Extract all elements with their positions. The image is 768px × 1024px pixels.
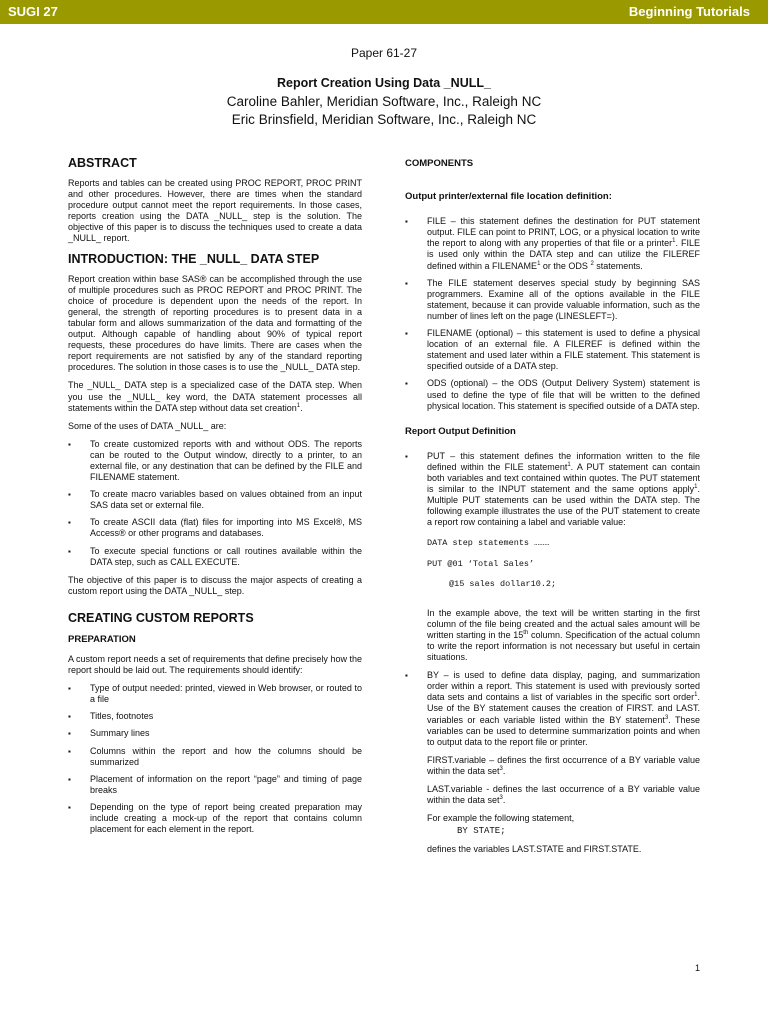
report-output-heading: Report Output Definition <box>405 425 516 437</box>
uses-list <box>68 439 362 568</box>
paper-title: Report Creation Using Data _NULL_ <box>277 76 491 90</box>
code-line: DATA step statements ……… <box>427 538 550 549</box>
code-line: PUT @01 ‘Total Sales’ <box>427 558 535 569</box>
list-item: ▪ FILENAME (optional) – this statement is used to define a physical location of an external file. A FILEREF is defined within the statement and used later within a FILE statement. This statement is specified outside of a DATA step. <box>405 328 700 372</box>
defines-text: defines the variables LAST.STATE and FIRST.STATE. <box>427 844 642 855</box>
report-output-list <box>405 451 700 590</box>
right-column <box>405 152 700 863</box>
by-list <box>405 670 700 748</box>
intro-heading: INTRODUCTION: THE _NULL_ DATA STEP <box>68 251 320 266</box>
abstract-text: Reports and tables can be created using PROC REPORT, PROC PRINT and other procedures. However, there are times when the standard procedure output cannot meet the report requirements. In those cases, reports creation using the DATA _NULL_ step is the solution. The objective of this paper is to discuss the techniques used to create a data _NULL_ report. <box>68 178 362 244</box>
intro-paragraph-2: The _NULL_ DATA step is a specialized case of the DATA step. When you use the _NULL_ key word, the DATA statement processes all statements within the DATA step without data set creation$^1$. <box>68 380 362 413</box>
list-item: ▪ To create ASCII data (flat) files for importing into MS Excel®, MS Access® or other programs and databases. <box>68 517 362 539</box>
last-variable-text: LAST.variable - defines the last occurrence of a BY variable value within the data set$^3$. <box>427 784 700 806</box>
components-heading: COMPONENTS <box>405 158 474 169</box>
preparation-list <box>68 683 362 835</box>
by-statement-code: BY STATE; <box>457 826 506 837</box>
list-item: ▪ Summary lines <box>68 728 362 739</box>
list-item: ▪ To create macro variables based on values obtained from an input SAS data set or external file. <box>68 489 362 511</box>
section-label: Beginning Tutorials <box>628 4 750 19</box>
preparation-text: A custom report needs a set of requirements that define precisely how the report should be laid out. The requirements should identify: <box>68 654 362 676</box>
left-column <box>68 152 362 842</box>
intro-paragraph-1: Report creation within base SAS® can be accomplished through the use of multiple procedures such as PROC REPORT and PROC PRINT. The choice of procedure is dependent upon the needs of the report. In general, the strength of reporting procedures is to present data in a tabular form and allows summarization of the data and formatting of the output. Although capable of handling about 90% of typical report requests, these procedures do have limits. There are cases when the report requirements are not satisfied by any of the standard reporting procedures. The solution in those cases is to use the _NULL_ DATA step. <box>68 273 362 373</box>
preparation-heading: PREPARATION <box>68 633 136 645</box>
output-list <box>405 216 700 412</box>
author-line-1: Caroline Bahler, Meridian Software, Inc., Raleigh NC <box>226 94 542 109</box>
page-number: 1 <box>694 963 700 973</box>
list-item: ▪ PUT – this statement defines the information written to the file defined within the FILE statement$^1$. A PUT statement can contain both variables and text contained within quotes. The PUT statement is similar to the INPUT statement and the same options apply$^1$. Multiple PUT statements can be used within the DATA step. The following example illustrates the use of the PUT statement to create a report row containing a label and variable value: DATA step statements ……… PUT @01 ‘Total Sales’ @15 sales dollar10.2; <box>405 451 700 590</box>
paper-number: Paper 61-27 <box>350 46 418 60</box>
list-item: ▪ Columns within the report and how the columns should be summarized <box>68 746 362 768</box>
output-definition-heading: Output printer/external file location definition: <box>405 191 612 203</box>
intro-paragraph-3: Some of the uses of DATA _NULL_ are: <box>68 420 227 431</box>
conference-label: SUGI 27 <box>8 4 58 19</box>
first-variable-text: FIRST.variable – defines the first occurrence of a BY variable value within the data set$^3$. <box>427 754 700 776</box>
list-item: ▪ The FILE statement deserves special study by beginning SAS programmers. Examine all of the options available in the FILE statement, because it can provide valuable information, such as the number of lines left on the page (LINESLEFT=). <box>405 278 700 322</box>
list-item: ▪ ODS (optional) – the ODS (Output Delivery System) statement is used to define the type of file that will be written to the defined physical location. This statement is specified outside of a DATA step. <box>405 378 700 411</box>
list-item: ▪ To execute special functions or call routines available within the DATA step, such as CALL EXECUTE. <box>68 546 362 568</box>
example-explanation: In the example above, the text will be written starting in the first column of the file being created and the actual sales amount will be written starting in the 15th column. Specification of the actual column to write the report information is not necessary but useful in certain situations. <box>427 607 701 663</box>
code-example <box>427 538 700 589</box>
code-line: @15 sales dollar10.2; <box>449 578 557 589</box>
top-banner <box>0 0 768 24</box>
intro-paragraph-4: The objective of this paper is to discuss the major aspects of creating a custom report using the DATA _NULL_ step. <box>68 574 362 596</box>
list-item: ▪ FILE – this statement defines the destination for PUT statement output. FILE can point to PRINT, LOG, or a physical location to write the report to along with any properties of that file or a printer$^1$. FILE is used only within the DATA step and can utilize the FILEREF defined within a FILENAME$^1$ or the ODS $^2$ statements. <box>405 216 700 271</box>
abstract-heading: ABSTRACT <box>68 156 137 170</box>
example-statement-intro: For example the following statement, <box>427 813 575 824</box>
list-item: ▪ Type of output needed: printed, viewed in Web browser, or routed to a file <box>68 683 362 705</box>
list-item: ▪ Depending on the type of report being created preparation may include creating a mock-up of the report that contains column placement for each element in the report. <box>68 802 362 835</box>
author-line-2: Eric Brinsfield, Meridian Software, Inc., Raleigh NC <box>231 112 537 127</box>
list-item: ▪ BY – is used to define data display, paging, and summarization order within a report. This statement is used with previously sorted data sets and contains a list of variables in the specific sort order$^1$. Use of the BY statement causes the creation of FIRST. and LAST. variables or each variable listed within the BY statement$^3$. These variables can be used to determine summarization points and when to output data to the report file or printer. <box>405 670 700 748</box>
list-item: ▪ Placement of information on the report “page” and timing of page breaks <box>68 774 362 796</box>
list-item: ▪ Titles, footnotes <box>68 711 362 722</box>
list-item: ▪ To create customized reports with and without ODS. The reports can be routed to the Output window, directly to a printer, to an external file, or any destination that can be defined by the FILE and FILENAME statement. <box>68 439 362 483</box>
creating-heading: CREATING CUSTOM REPORTS <box>68 610 254 625</box>
